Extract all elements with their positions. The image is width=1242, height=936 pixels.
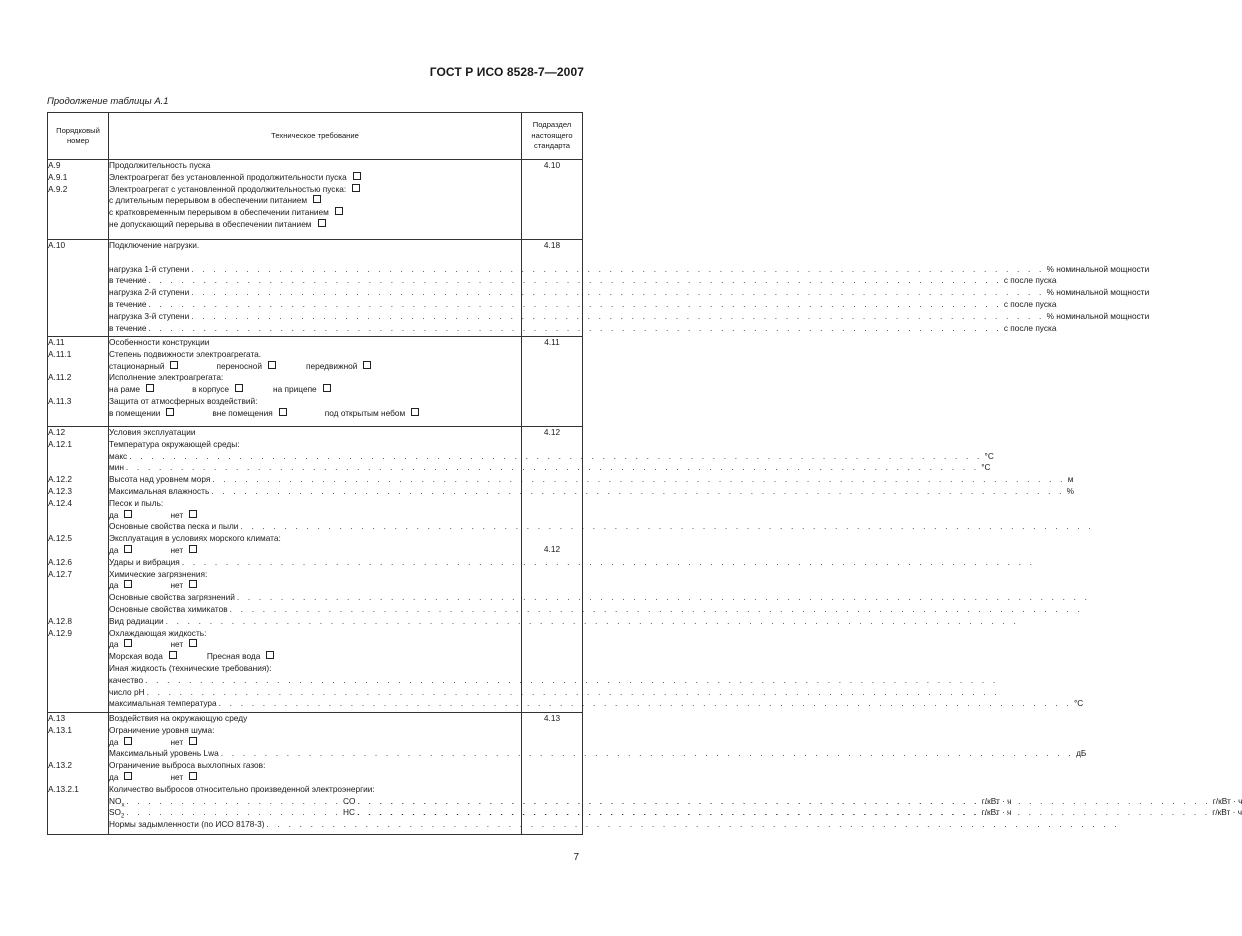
- checkbox[interactable]: [124, 545, 132, 553]
- row-number: А.12.9: [48, 627, 72, 638]
- option-label: стационарный: [109, 360, 165, 371]
- requirement-text: Песок и пыль:: [109, 497, 164, 508]
- option-label: нет: [170, 771, 184, 782]
- requirement-text: Электроагрегат с установленной продолжительностью пуска:: [109, 183, 347, 194]
- requirement-text: Температура окружающей среды:: [109, 438, 240, 449]
- checkbox[interactable]: [124, 737, 132, 745]
- field-label: в течение: [109, 298, 147, 309]
- requirement-text: Охлаждающая жидкость:: [109, 627, 207, 638]
- requirement-text: Ограничение выброса выхлопных газов:: [109, 760, 266, 771]
- row-number: А.9: [48, 160, 61, 170]
- field-unit: с после пуска: [1003, 298, 1057, 309]
- field-unit: °C: [981, 462, 991, 473]
- requirement-text: Защита от атмосферных воздействий:: [109, 395, 258, 406]
- requirement-heading: Условия эксплуатации: [109, 427, 196, 437]
- field-unit: с после пуска: [1003, 275, 1057, 286]
- checkbox[interactable]: [124, 510, 132, 518]
- checkbox[interactable]: [318, 219, 326, 227]
- field-label: число pH: [109, 686, 145, 697]
- requirement-text: не допускающий перерыва в обеспечении питанием: [109, 218, 312, 229]
- field-label: в течение: [109, 275, 147, 286]
- page-number: 7: [573, 852, 579, 863]
- field-unit: % номинальной мощности: [1046, 263, 1150, 274]
- option-label: нет: [170, 639, 184, 650]
- checkbox[interactable]: [189, 580, 197, 588]
- checkbox[interactable]: [313, 195, 321, 203]
- nox-label: $NO_x$: [109, 795, 125, 809]
- field-unit: м: [1067, 474, 1074, 485]
- field-label: Основные свойства химикатов: [109, 603, 228, 614]
- option-label: в помещении: [109, 407, 161, 418]
- field-unit: %: [1066, 485, 1074, 496]
- option-label: да: [109, 639, 119, 650]
- row-number: А.12: [48, 427, 66, 437]
- row-number: А.11.1: [48, 348, 72, 359]
- subsection-ref-value: 4.12: [543, 427, 561, 437]
- row-number: А.11.3: [48, 395, 72, 406]
- field-unit: г/кВт · ч: [1212, 807, 1242, 818]
- requirement-text: Эксплуатация в условиях морского климата:: [109, 533, 281, 544]
- row-number: А.12.7: [48, 568, 72, 579]
- table-continuation-caption: Продолжение таблицы А.1: [47, 96, 169, 107]
- co-label: CO: [343, 795, 356, 806]
- field-label: нагрузка 1-й ступени: [109, 263, 190, 274]
- option-label: да: [109, 509, 119, 520]
- row-number: А.10: [48, 240, 66, 250]
- table-row: [48, 427, 583, 713]
- option-label: Пресная вода: [206, 651, 261, 662]
- header-number: Порядковый номер: [48, 113, 109, 160]
- checkbox[interactable]: [279, 408, 287, 416]
- requirement-text: Ограничение уровня шума:: [109, 724, 215, 735]
- table-row: [48, 240, 583, 337]
- checkbox[interactable]: [411, 408, 419, 416]
- field-label: макс: [109, 450, 128, 461]
- row-requirement: [109, 160, 522, 240]
- option-label: на раме: [109, 384, 141, 395]
- row-numbers: [48, 713, 109, 835]
- requirement-heading: Подключение нагрузки.: [109, 240, 200, 250]
- requirement-text: Количество выбросов относительно произведенной электроэнергии:: [109, 783, 375, 794]
- row-numbers: [48, 160, 109, 240]
- field-unit: с после пуска: [1003, 322, 1057, 333]
- field-label: качество: [109, 674, 144, 685]
- requirement-text: Иная жидкость (технические требования):: [109, 662, 272, 673]
- table-header-row: [48, 113, 583, 160]
- requirement-text: Исполнение электроагрегата:: [109, 372, 224, 383]
- field-label: максимальная температура: [109, 698, 217, 709]
- option-label: под открытым небом: [324, 407, 406, 418]
- row-number: А.11.2: [48, 372, 72, 383]
- requirement-heading: Продолжительность пуска: [109, 160, 211, 170]
- checkbox[interactable]: [189, 639, 197, 647]
- table-row: [48, 160, 583, 240]
- header-requirement: Техническое требование: [109, 113, 522, 160]
- row-number: А.13: [48, 713, 66, 723]
- option-label: вне помещения: [212, 407, 273, 418]
- checkbox[interactable]: [266, 651, 274, 659]
- field-label: нагрузка 2-й ступени: [109, 287, 190, 298]
- row-number: А.12.1: [48, 438, 72, 449]
- field-label: в течение: [109, 322, 147, 333]
- checkbox[interactable]: [124, 639, 132, 647]
- field-label: Основные свойства загрязнений: [109, 592, 235, 603]
- subsection-ref: 4.10: [522, 160, 583, 240]
- table-row: [48, 713, 583, 835]
- field-unit: г/кВт · ч: [1212, 795, 1242, 806]
- checkbox[interactable]: [235, 384, 243, 392]
- subsection-ref: 4.18: [522, 240, 583, 337]
- checkbox[interactable]: [189, 510, 197, 518]
- subsection-ref: 4.11: [522, 337, 583, 427]
- checkbox[interactable]: [189, 545, 197, 553]
- row-number: А.12.6: [48, 556, 72, 567]
- requirement-text: Химические загрязнения:: [109, 568, 208, 579]
- row-numbers: [48, 337, 109, 427]
- row-number: А.12.8: [48, 615, 72, 626]
- header-subsection: Подраздел настоящего стандарта: [522, 113, 583, 160]
- row-numbers: [48, 427, 109, 713]
- checkbox[interactable]: [268, 361, 276, 369]
- option-label: да: [109, 771, 119, 782]
- option-label: да: [109, 736, 119, 747]
- field-unit: % номинальной мощности: [1046, 287, 1150, 298]
- checkbox[interactable]: [363, 361, 371, 369]
- option-label: Морская вода: [109, 651, 163, 662]
- field-label: Вид радиации: [109, 615, 164, 626]
- row-number: А.12.3: [48, 485, 72, 496]
- row-number: А.13.1: [48, 724, 72, 735]
- checkbox[interactable]: [189, 772, 197, 780]
- checkbox[interactable]: [169, 651, 177, 659]
- field-unit: °C: [984, 450, 994, 461]
- field-unit: г/кВт · ч: [981, 795, 1012, 806]
- field-label: Нормы задымленности (по ИСО 8178-3): [109, 819, 265, 830]
- field-unit: °C: [1073, 698, 1084, 709]
- field-unit: % номинальной мощности: [1046, 310, 1150, 321]
- row-number: А.12.5: [48, 533, 72, 544]
- subsection-ref: 4.13: [522, 713, 583, 835]
- checkbox[interactable]: [352, 184, 360, 192]
- checkbox[interactable]: [335, 207, 343, 215]
- field-label: нагрузка 3-й ступени: [109, 310, 190, 321]
- requirement-heading: Воздействия на окружающую среду: [109, 713, 248, 723]
- checkbox[interactable]: [353, 172, 361, 180]
- row-numbers: [48, 240, 109, 337]
- checkbox[interactable]: [166, 408, 174, 416]
- option-label: нет: [170, 544, 184, 555]
- row-number: А.12.2: [48, 474, 72, 485]
- field-label: Максимальная влажность: [109, 485, 210, 496]
- requirements-table: [47, 112, 1242, 835]
- requirement-text: Степень подвижности электроагрегата.: [109, 348, 262, 359]
- row-number: А.9.1: [48, 171, 68, 182]
- row-number: А.9.2: [48, 183, 68, 194]
- option-label: нет: [170, 580, 184, 591]
- so2-label: $SO_2$: [109, 807, 125, 821]
- document-id: ГОСТ Р ИСО 8528-7—2007: [429, 65, 584, 79]
- option-label: нет: [170, 509, 184, 520]
- option-label: в корпусе: [192, 384, 230, 395]
- field-label: Удары и вибрация: [109, 556, 180, 567]
- option-label: передвижной: [305, 360, 358, 371]
- row-number: А.13.2.1: [48, 783, 79, 794]
- table-row: [48, 337, 583, 427]
- option-label: на прицепе: [273, 384, 317, 395]
- checkbox[interactable]: [323, 384, 331, 392]
- row-number: А.13.2: [48, 760, 72, 771]
- option-label: да: [109, 544, 119, 555]
- option-label: да: [109, 580, 119, 591]
- requirement-heading: Особенности конструкции: [109, 337, 210, 347]
- requirement-text: с длительным перерывом в обеспечении питанием: [109, 195, 308, 206]
- checkbox[interactable]: [146, 384, 154, 392]
- requirement-text: с кратковременным перерывом в обеспечении питанием: [109, 207, 329, 218]
- row-number: А.11: [48, 337, 65, 347]
- field-unit: г/кВт · ч: [981, 807, 1012, 818]
- subsection-ref-value: 4.12: [543, 543, 561, 554]
- checkbox[interactable]: [124, 772, 132, 780]
- row-number: А.12.4: [48, 497, 72, 508]
- field-unit: дБ: [1076, 748, 1087, 759]
- checkbox[interactable]: [170, 361, 178, 369]
- field-label: Высота над уровнем моря: [109, 474, 211, 485]
- checkbox[interactable]: [189, 737, 197, 745]
- checkbox[interactable]: [124, 580, 132, 588]
- hc-label: HC: [343, 807, 355, 818]
- field-label: мин: [109, 462, 124, 473]
- field-label: Максимальный уровень Lwa: [109, 748, 219, 759]
- requirement-text: Электроагрегат без установленной продолжительности пуска: [109, 171, 347, 182]
- option-label: нет: [170, 736, 184, 747]
- field-label: Основные свойства песка и пыли: [109, 521, 239, 532]
- row-requirement: [109, 337, 522, 427]
- option-label: переносной: [216, 360, 262, 371]
